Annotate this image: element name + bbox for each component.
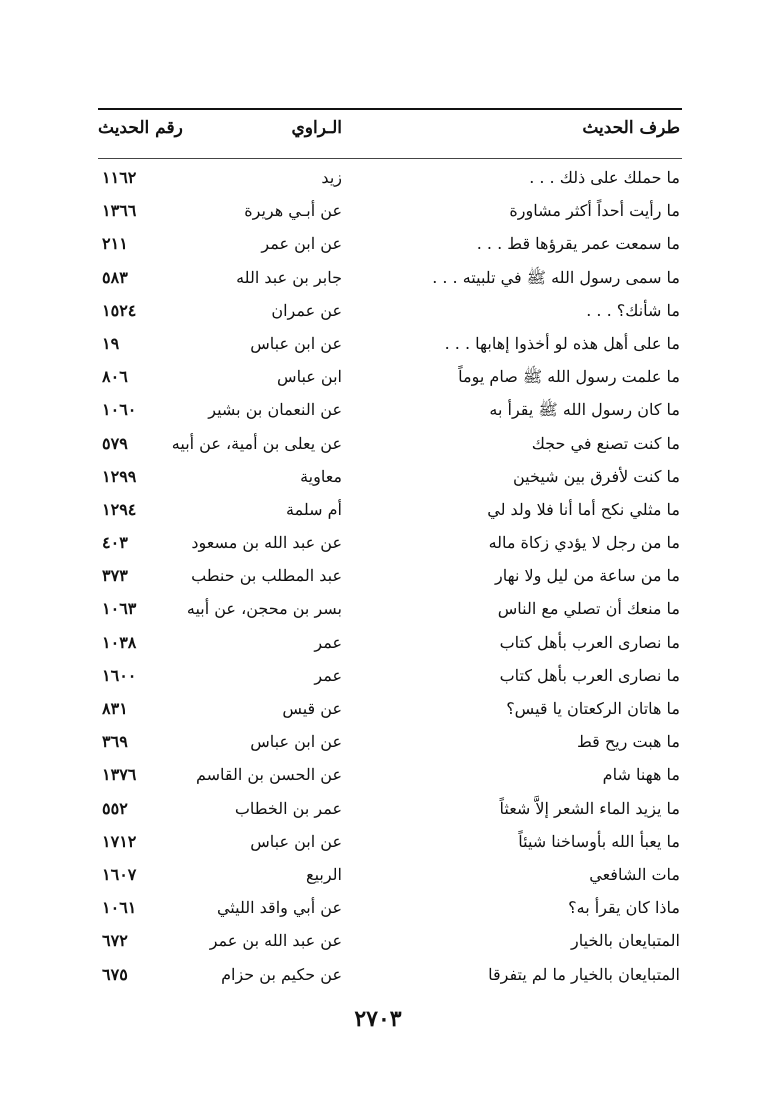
narrator-text: عن قيس — [282, 699, 342, 718]
narrator-text: معاوية — [300, 466, 342, 486]
hadith-text: ما من رجل لا يؤدي زكاة ماله — [488, 533, 680, 553]
hadith-number: ١٢٩٩ — [102, 466, 137, 486]
hadith-number: ٤٠٣ — [102, 533, 128, 553]
table-row — [98, 430, 682, 463]
hadith-text: ما نصارى العرب بأهل كتاب — [499, 665, 680, 685]
hadith-number: ١٣٦٦ — [102, 201, 137, 221]
table-row — [98, 894, 682, 927]
hadith-text: ما هاتان الركعتان يا قيس؟ — [506, 699, 680, 718]
narrator-text: عن أبي واقد الليثي — [216, 898, 342, 918]
top-rule — [98, 108, 682, 110]
header-hadith: طرف الحديث — [582, 118, 680, 138]
hadith-text: ما سمى رسول الله ﷺ في تلبيته . . . — [432, 267, 680, 287]
table-row — [98, 330, 682, 363]
hadith-number: ٢١١ — [102, 234, 128, 254]
hadith-text: ما رأيت أحداً أكثر مشاورة — [509, 201, 680, 221]
header-narrator: الـراوي — [291, 118, 342, 138]
narrator-text: الربيع — [306, 864, 342, 884]
header-number: رقم الحديث — [98, 118, 183, 138]
hadith-number: ١٥٢٤ — [102, 300, 137, 320]
table-row — [98, 927, 682, 960]
hadith-text: ما من ساعة من ليل ولا نهار — [495, 566, 680, 586]
table-row — [98, 396, 682, 429]
narrator-text: عن النعمان بن بشير — [208, 400, 342, 420]
hadith-text: المتبايعان بالخيار ما لم يتفرقا — [488, 964, 680, 984]
table-row — [98, 264, 682, 297]
hadith-number: ٣٦٩ — [102, 732, 128, 752]
narrator-text: عن ابن عباس — [250, 732, 342, 752]
table-row — [98, 795, 682, 828]
hadith-number: ١٦٠٧ — [102, 864, 137, 884]
hadith-text: ما على أهل هذه لو أخذوا إهابها . . . — [444, 333, 680, 353]
narrator-text: عن حكيم بن حزام — [221, 964, 342, 984]
narrator-text: عن أبـي هريرة — [244, 201, 342, 221]
narrator-text: عن ابن عباس — [250, 831, 342, 851]
table-row — [98, 595, 682, 628]
table-row — [98, 828, 682, 861]
narrator-text: عن عبد الله بن عمر — [209, 931, 342, 951]
page-number: ٢٧٠٣ — [354, 1006, 402, 1032]
table-row — [98, 861, 682, 894]
table-row — [98, 529, 682, 562]
hadith-text: ما يعبأ الله بأوساخنا شيئاً — [518, 831, 680, 851]
narrator-text: عن ابن عباس — [250, 333, 342, 353]
hadith-number: ٨٠٦ — [102, 367, 128, 387]
hadith-text: ما ههنا شام — [602, 765, 680, 785]
table-row — [98, 761, 682, 794]
narrator-text: عن ابن عمر — [261, 234, 342, 254]
table-row — [98, 662, 682, 695]
narrator-text: جابر بن عبد الله — [236, 267, 342, 287]
hadith-text: ما يزيد الماء الشعر إلاَّ شعثاً — [499, 798, 680, 818]
hadith-text: ما علمت رسول الله ﷺ صام يوماً — [458, 367, 680, 387]
hadith-number: ١٠٣٨ — [102, 632, 137, 652]
hadith-text: ماذا كان يقرأ به؟ — [568, 898, 680, 918]
narrator-text: عن الحسن بن القاسم — [195, 765, 342, 785]
narrator-text: ابن عباس — [277, 367, 342, 387]
hadith-number: ١٢٩٤ — [102, 499, 137, 519]
table-header — [98, 112, 682, 152]
hadith-number: ١١٦٢ — [102, 168, 137, 187]
table-row — [98, 297, 682, 330]
narrator-text: عن عبد الله بن مسعود — [191, 533, 342, 553]
narrator-text: عمر — [314, 665, 342, 685]
hadith-text: ما كان رسول الله ﷺ يقرأ به — [489, 400, 680, 420]
table-row — [98, 961, 682, 994]
table-row — [98, 230, 682, 263]
hadith-number: ١٧١٢ — [102, 831, 137, 851]
table-row — [98, 728, 682, 761]
narrator-text: أم سلمة — [286, 499, 342, 519]
hadith-number: ١٠٦٠ — [102, 400, 137, 420]
hadith-number: ١٦٠٠ — [102, 665, 137, 685]
hadith-text: مات الشافعي — [589, 864, 680, 884]
narrator-text: عمر — [314, 632, 342, 652]
hadith-text: ما حملك على ذلك . . . — [529, 168, 680, 187]
table-row — [98, 363, 682, 396]
table-row — [98, 164, 682, 197]
hadith-number: ١٠٦١ — [102, 898, 137, 918]
hadith-text: ما هبت ريح قط — [576, 732, 680, 752]
table-row — [98, 562, 682, 595]
hadith-number: ١٩ — [102, 333, 120, 353]
narrator-text: زيد — [321, 168, 342, 187]
hadith-number: ٨٣١ — [102, 699, 128, 718]
narrator-text: بسر بن محجن، عن أبيه — [186, 599, 342, 619]
table-row — [98, 629, 682, 662]
hadith-number: ١٣٧٦ — [102, 765, 137, 785]
hadith-number: ٦٧٢ — [102, 931, 128, 951]
hadith-text: ما سمعت عمر يقرؤها قط . . . — [476, 234, 680, 254]
header-rule — [98, 158, 682, 159]
hadith-text: ما شأنك؟ . . . — [586, 300, 680, 320]
table-row — [98, 496, 682, 529]
table-row — [98, 695, 682, 728]
hadith-text: ما منعك أن تصلي مع الناس — [497, 599, 680, 619]
narrator-text: عمر بن الخطاب — [234, 798, 342, 818]
table-row — [98, 197, 682, 230]
hadith-number: ١٠٦٣ — [102, 599, 137, 619]
hadith-number: ٥٥٢ — [102, 798, 128, 818]
narrator-text: عن عمران — [271, 300, 342, 320]
hadith-text: ما مثلي نكح أما أنا فلا ولد لي — [487, 499, 680, 519]
hadith-number: ٥٧٩ — [102, 433, 128, 453]
table-body — [98, 164, 682, 994]
hadith-number: ٦٧٥ — [102, 964, 128, 984]
hadith-text: المتبايعان بالخيار — [571, 931, 680, 951]
narrator-text: عبد المطلب بن حنطب — [191, 566, 342, 586]
hadith-text: ما كنت تصنع في حجك — [531, 433, 680, 453]
narrator-text: عن يعلى بن أمية، عن أبيه — [171, 433, 342, 453]
hadith-text: ما نصارى العرب بأهل كتاب — [499, 632, 680, 652]
table-row — [98, 463, 682, 496]
hadith-number: ٣٧٣ — [102, 566, 128, 586]
hadith-number: ٥٨٣ — [102, 267, 128, 287]
hadith-text: ما كنت لأفرق بين شيخين — [513, 466, 680, 486]
